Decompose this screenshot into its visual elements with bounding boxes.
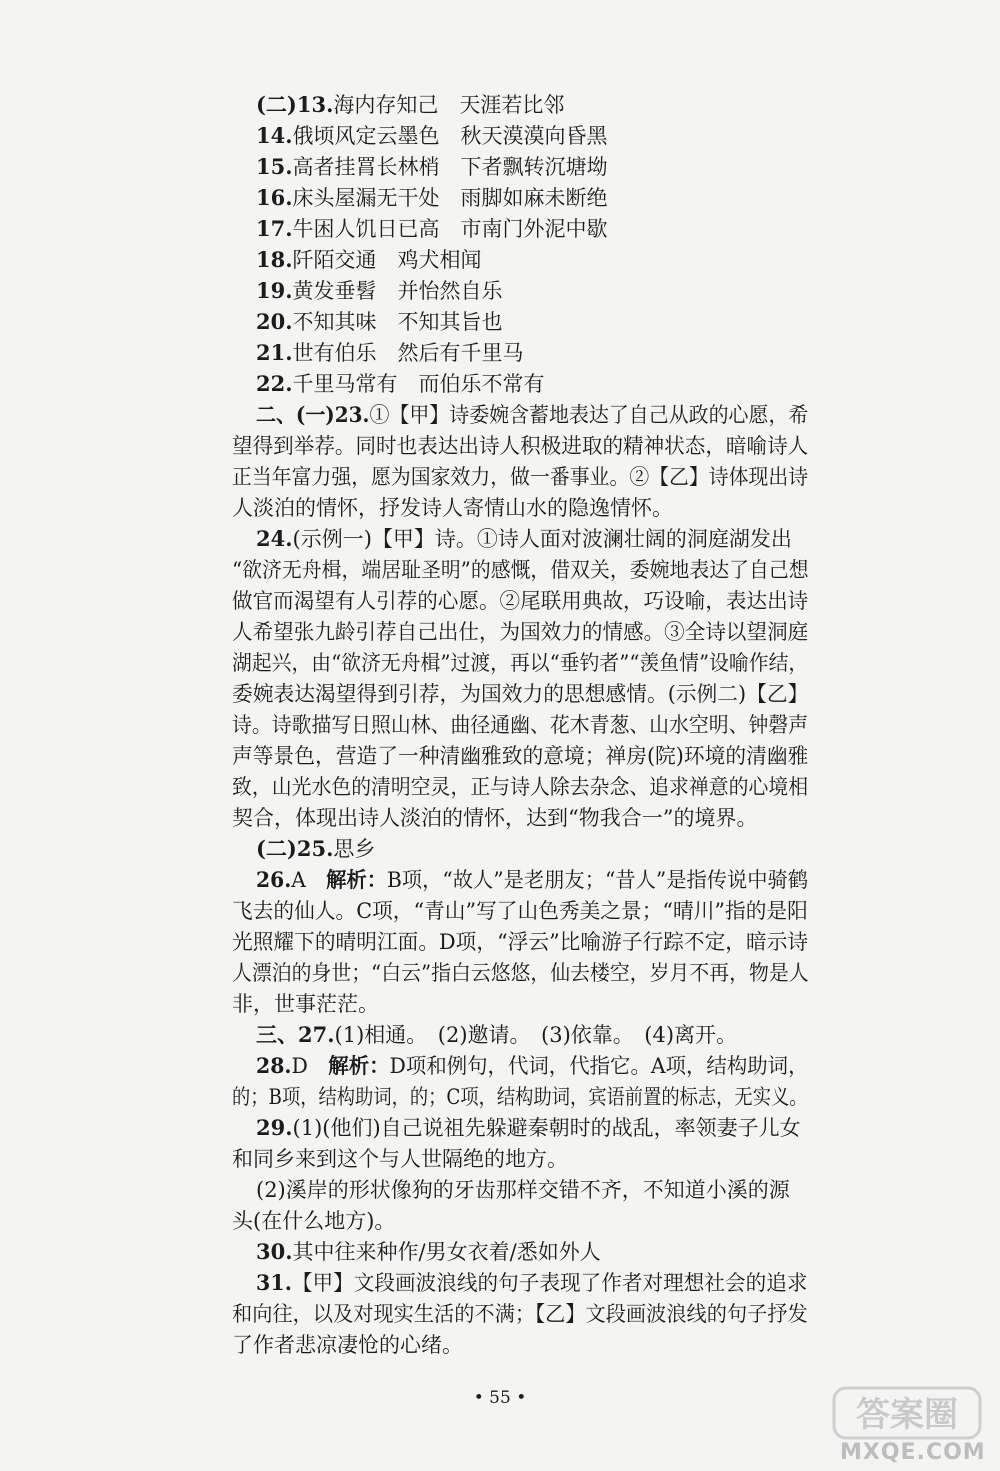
answer-line — [232, 896, 808, 926]
item-number: 26. — [256, 867, 292, 892]
analysis-label: 解析： — [326, 867, 387, 892]
answer-line — [256, 524, 792, 554]
item-number: 22. — [256, 371, 293, 396]
answer-line — [256, 276, 503, 306]
line-text: 黄发垂髫 并怡然自乐 — [292, 279, 503, 303]
answer-line — [256, 865, 808, 895]
line-text: 人淡泊的情怀，抒发诗人寄情山水的隐逸情怀。 — [232, 496, 673, 520]
line-text: D — [291, 1054, 329, 1078]
answer-line — [232, 493, 673, 523]
line-text: 人漂泊的身世；“白云”指白云悠悠，仙去楼空，岁月不再，物是人 — [232, 961, 809, 985]
line-text: 高者挂罥长林梢 下者飘转沉塘坳 — [292, 155, 608, 179]
line-text: 床头屋漏无干处 雨脚如麻未断绝 — [292, 186, 608, 210]
answer-line — [256, 90, 564, 120]
answer-line — [232, 710, 808, 740]
line-text: 望得到举荐。同时也表达出诗人积极进取的精神状态，暗喻诗人 — [232, 434, 809, 458]
line-text: 光照耀下的晴明江面。D项，“浮云”比喻游子行踪不定，暗示诗 — [232, 930, 809, 954]
answer-line — [232, 462, 808, 492]
line-text: “欲济无舟楫，端居耻圣明”的感慨，借双关，委婉地表达了自己想 — [232, 558, 809, 582]
item-number: (二)25. — [256, 836, 334, 861]
line-text: 非，世事茫茫。 — [232, 992, 379, 1016]
answer-line — [256, 1020, 737, 1050]
item-number: 31. — [256, 1270, 292, 1295]
watermark-logo-text: 答案圈 — [856, 1395, 958, 1435]
answer-line — [256, 1268, 807, 1298]
line-text: 不知其味 不知其旨也 — [292, 310, 503, 334]
answer-line — [232, 1330, 463, 1360]
line-text: (1)相通。 (2)邀请。 (3)依靠。 (4)离开。 — [334, 1023, 738, 1047]
line-text: (1)(他们)自己说祖先躲避秦朝时的战乱，率领妻子儿女 — [292, 1116, 801, 1140]
answer-line — [232, 679, 808, 709]
line-text: 头(在什么地方)。 — [232, 1209, 396, 1233]
item-number: 17. — [256, 216, 293, 241]
line-text: 的；B项，结构助词，的；C项，结构助词，宾语前置的标志，无实义。 — [232, 1085, 808, 1109]
answer-line — [232, 927, 808, 957]
line-text: 俄顷风定云墨色 秋天漠漠向昏黑 — [292, 124, 608, 148]
line-text: 致，山光水色的清明空灵，正与诗人除去杂念、追求禅意的心境相 — [232, 775, 809, 799]
line-text: 阡陌交通 鸡犬相闻 — [292, 248, 482, 272]
item-number: 15. — [256, 154, 293, 179]
answer-line — [256, 121, 608, 151]
answer-line — [232, 431, 808, 461]
line-text: 【甲】文段画波浪线的句子表现了作者对理想社会的追求 — [291, 1271, 808, 1295]
answer-line — [256, 400, 808, 430]
answer-line — [256, 1175, 790, 1205]
line-text: 契合，体现出诗人淡泊的情怀，达到“物我合一”的境界。 — [232, 806, 758, 830]
item-number: 28. — [256, 1053, 292, 1078]
item-number: 18. — [256, 247, 293, 272]
answer-line — [256, 1051, 808, 1081]
line-text: 千里马常有 而伯乐不常有 — [292, 372, 545, 396]
line-text: 其中往来种作/男女衣着/悉如外人 — [292, 1240, 601, 1264]
answer-line — [256, 834, 375, 864]
watermark-logo — [832, 1382, 982, 1442]
line-text: 思乡 — [333, 837, 376, 861]
answer-line — [232, 586, 808, 616]
answer-line — [232, 1206, 395, 1236]
line-text: 人希望张九龄引荐自己出仕，为国效力的情感。③全诗以望洞庭 — [232, 620, 809, 644]
line-text: 海内存知己 天涯若比邻 — [333, 93, 565, 117]
answer-line — [256, 369, 545, 399]
answer-line — [256, 245, 482, 275]
item-number: (二)13. — [256, 92, 334, 117]
answer-line — [256, 152, 608, 182]
item-number: 21. — [256, 340, 293, 365]
line-text: 了作者悲凉凄怆的心绪。 — [232, 1333, 463, 1357]
answer-line — [232, 617, 808, 647]
answer-line — [256, 1113, 801, 1143]
line-text: (2)溪岸的形状像狗的牙齿那样交错不齐，不知道小溪的源 — [256, 1178, 790, 1202]
answer-line — [232, 772, 808, 802]
item-number: 16. — [256, 185, 293, 210]
analysis-text: D项和例句，代词，代指它。A项，结构助词， — [389, 1054, 809, 1078]
answer-line — [232, 958, 809, 988]
item-number: 二、(一)23. — [256, 402, 370, 427]
item-number: 19. — [256, 278, 293, 303]
answer-line — [232, 1082, 808, 1112]
line-text: 委婉表达渴望得到引荐，为国效力的思想感情。(示例二)【乙】 — [232, 682, 809, 706]
analysis-label: 解析： — [328, 1053, 390, 1078]
line-text: (示例一)【甲】诗。①诗人面对波澜壮阔的洞庭湖发出 — [292, 527, 792, 551]
answer-line — [256, 214, 608, 244]
answer-line — [256, 338, 524, 368]
page-number: • 55 • — [473, 1388, 527, 1408]
item-number: 30. — [256, 1239, 293, 1264]
line-text: 正当年富力强，愿为国家效力，做一番事业。②【乙】诗体现出诗 — [232, 465, 809, 489]
line-text: ①【甲】诗委婉含蓄地表达了自己从政的心愿，希 — [369, 403, 809, 427]
answer-line — [256, 307, 503, 337]
answer-line — [232, 1299, 808, 1329]
answer-line — [232, 1144, 568, 1174]
item-number: 24. — [256, 526, 293, 551]
answer-line — [232, 555, 809, 585]
answer-line — [232, 803, 757, 833]
line-text: 和向往，以及对现实生活的不满；【乙】文段画波浪线的句子抒发 — [232, 1302, 808, 1326]
line-text: 牛困人饥日已高 市南门外泥中歇 — [292, 217, 608, 241]
line-text: 飞去的仙人。C项，“青山”写了山色秀美之景；“晴川”指的是阳 — [232, 899, 808, 923]
item-number: 20. — [256, 309, 293, 334]
line-text: 声等景色，营造了一种清幽雅致的意境；禅房(院)环境的清幽雅 — [232, 744, 809, 768]
line-text: A — [291, 868, 327, 892]
line-text: 做官而渴望有人引荐的心愿。②尾联用典故，巧设喻，表达出诗 — [232, 589, 809, 613]
line-text: 和同乡来到这个与人世隔绝的地方。 — [232, 1147, 568, 1171]
item-number: 29. — [256, 1115, 293, 1140]
line-text: 世有伯乐 然后有千里马 — [292, 341, 524, 365]
answer-line — [232, 741, 808, 771]
watermark-url: MXQE.COM — [840, 1440, 986, 1465]
answer-line — [232, 989, 379, 1019]
answer-line — [256, 1237, 601, 1267]
analysis-text: B项，“故人”是老朋友；“昔人”是指传说中骑鹤 — [386, 868, 809, 892]
line-text: 诗。诗歌描写日照山林、曲径通幽、花木青葱、山水空明、钟磬声 — [232, 713, 809, 737]
item-number: 三、27. — [256, 1022, 335, 1047]
line-text: 湖起兴，由“欲济无舟楫”过渡，再以“垂钓者”“羡鱼情”设喻作结， — [232, 651, 809, 675]
answer-line — [232, 648, 808, 678]
item-number: 14. — [256, 123, 293, 148]
answer-line — [256, 183, 608, 213]
